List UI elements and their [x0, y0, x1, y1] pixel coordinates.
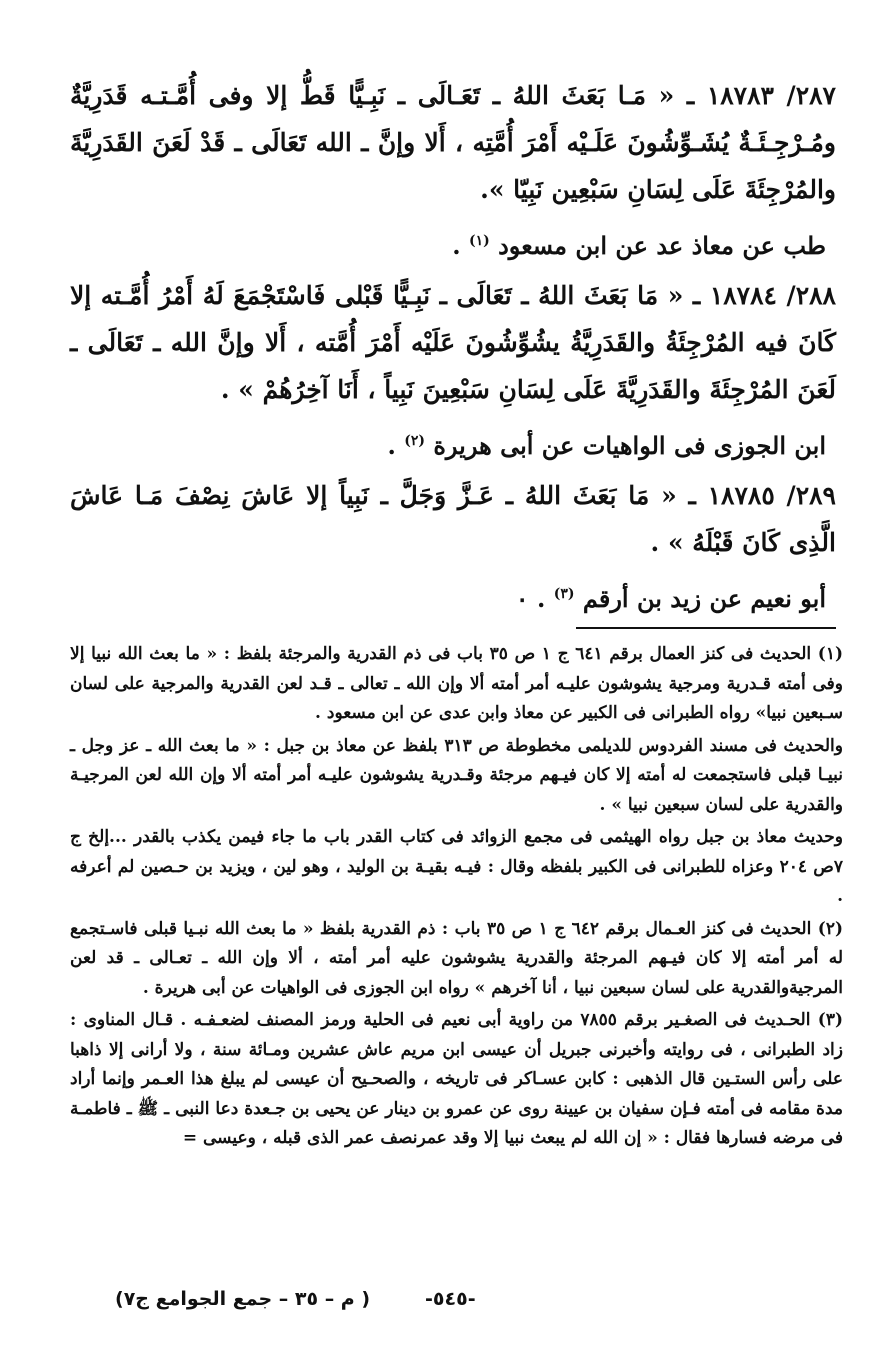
- hadith-number: ٢٨٩/ ١٨٧٨٥: [707, 481, 836, 510]
- source-text: أبو نعيم عن زيد بن أرقم: [582, 584, 826, 613]
- footnote-divider: [576, 627, 836, 629]
- hadith-source: [70, 572, 836, 621]
- footnote: وحديث معاذ بن جبل رواه الهيثمى فى مجمع الزوائد فى كتاب القدر باب ما جاء فيمن يكذب بالقدر ...إلخ ج ٧ص ٢٠٤ وعزاه للطبرانى فى الكبير بلفظه وقال : فيـه بقيـة بن الوليد ، وهو لين ، ويزيد بن حـصين لم أعرفه .: [70, 827, 843, 906]
- page-footer: [55, 1286, 836, 1326]
- page-number: -٥٤٥-: [425, 1288, 476, 1310]
- hadith-289: [70, 472, 836, 566]
- footnote: والحديث فى مسند الفردوس للديلمى مخطوطة ص ٣١٣ بلفظ عن معاذ بن جبل : « ما بعث الله ـ عز وجل ـ نبيـا قبلى فاستجمعت له أمته إلا كان فيـهم مرجئة وقـدرية يشوشون عليـه أمر أمته ألا وإن الله لعن المرجيـة والقدرية على لسان سبعين نبيا » .: [70, 735, 843, 815]
- source-text: ابن الجوزى فى الواهيات عن أبى هريرة: [433, 431, 826, 460]
- hadith-source: طب عن معاذ عد عن ابن مسعود $^{(١)}$ .: [452, 231, 826, 260]
- source-text: طب عن معاذ عد عن ابن مسعود: [498, 231, 826, 260]
- hadith-text: ـ « مَا بَعَثَ اللهُ ـ تَعَالَى ـ نَبِـيًّا قَبْلى فَاسْتَجْمَعَ لَهُ أَمْرُ أُمَّـته إلا كَانَ فيه المُرْجِئَةُ والقَدَرِيَّةُ يشُوِّشُونَ عَلَيْه أَمْرَ أُمَّته ، أَلا وإنَّ الله ـ تَعَالَى ـ لَعَنَ المُرْجِئَةَ والقَدَرِيَّةَ عَلَى لِسَانِ سَبْعِينَ نَبِياً ، أَنَا آخِرُهُمْ » .: [70, 281, 836, 404]
- hadith-text: ـ « مَـا بَعَثَ اللهُ ـ تَعَـالَى ـ نَبِـيًّا قَطُّ إلا وفى أُمَّـتـه قَدَرِيَّةٌ ومُـرْجِـئَـةٌ يُشَـوِّشُونَ عَلَـيْه أَمْرَ أُمَّتِه ، أَلا وإنَّ ـ الله تَعَالَى ـ قَدْ لَعَنَ القَدَرِيَّةَ والمُرْجِئَةَ عَلَى لِسَانِ سَبْعِين نَبِيّا ».: [70, 81, 836, 204]
- hadith-number: ٢٨٨/ ١٨٧٨٤: [709, 281, 836, 310]
- main-text: [70, 72, 836, 625]
- hadith-text: ـ « مَا بَعَثَ اللهُ ـ عَـزَّ وَجَلَّ ـ نَبِياً إلا عَاشَ نِصْفَ مَـا عَاشَ الَّذِى كَانَ قَبْلَهُ » .: [70, 481, 836, 557]
- footnote: (٣) الحـديث فى الصغـير برقم ٧٨٥٥ من راوية أبى نعيم فى الحلية ورمز المصنف لضعـفـه . قـال المناوى : زاد الطبرانى ، فى روايته وأخبرنى جبريل أن عيسى ابن مريم عاش عشرين ومـائة سنة ، ولا أرانى إلا ذاهبا على رأس الستـين قال الذهبى : كابن عسـاكر فى تاريخه ، والصحـيح أن عيسى لم يبلغ هذا العـمر وإنما أراد مدة مقامه فى أمته فـإن سفيان بن عيينة روى عن عمرو بن دينار عن يحيى بن جـعدة دعا النبى ـ ﷺ ـ فاطمـة فى مرضه فسارها فقال : « إن الله لم يبعث نبيا إلا وقد عمرنصف عمر الذى قبله ، وعيسى =: [70, 1010, 843, 1148]
- footnote-ref: (٢): [404, 433, 425, 449]
- hadith-number: ٢٨٧/ ١٨٧٨٣: [706, 81, 836, 110]
- footnote: (١) الحديث فى كنز العمال برقم ٦٤١ ج ١ ص ٣٥ باب فى ذم القدرية والمرجئة بلفظ : « ما بعث الله نبيا إلا وفى أمته قـدرية ومرجية يشوشون عليـه أمر أمته ألا وإن الله ـ تعالى ـ قـد لعن القدرية والمرجية على لسان سـبعين نبيا» رواه الطبرانى فى الكبير عن معاذ وابن عدى عن ابن مسعود .: [70, 644, 844, 723]
- hadith-source: ابن الجوزى فى الواهيات عن أبى هريرة $^{(٢)}$ .: [387, 431, 826, 460]
- footnotes: [70, 640, 843, 1157]
- footnote-ref: (١): [468, 233, 490, 249]
- footnote: (٢) الحديث فى كنز العـمال برقم ٦٤٢ ج ١ ص ٣٥ باب : ذم القدرية بلفظ « ما بعث الله نبـيا قبلى فاسـتجمع له أمر أمته إلا كان فيـهم المرجئة والقدرية يشوشون عليه أمر أمته ، ألا وإن الله ـ تعـالى ـ قد لعن المرجيةوالقدرية على لسان سبعين نبيا ، أنا آخرهم » رواه ابن الجوزى فى الواهيات عن أبى هريرة .: [70, 918, 843, 998]
- source-tail: . ٠: [515, 584, 546, 613]
- folio-signature: ( م – ٣٥ – جمع الجوامع ج٧): [115, 1288, 371, 1310]
- hadith-287: [70, 72, 836, 213]
- footnote-ref: (٣): [553, 586, 575, 602]
- hadith-288: [70, 272, 836, 413]
